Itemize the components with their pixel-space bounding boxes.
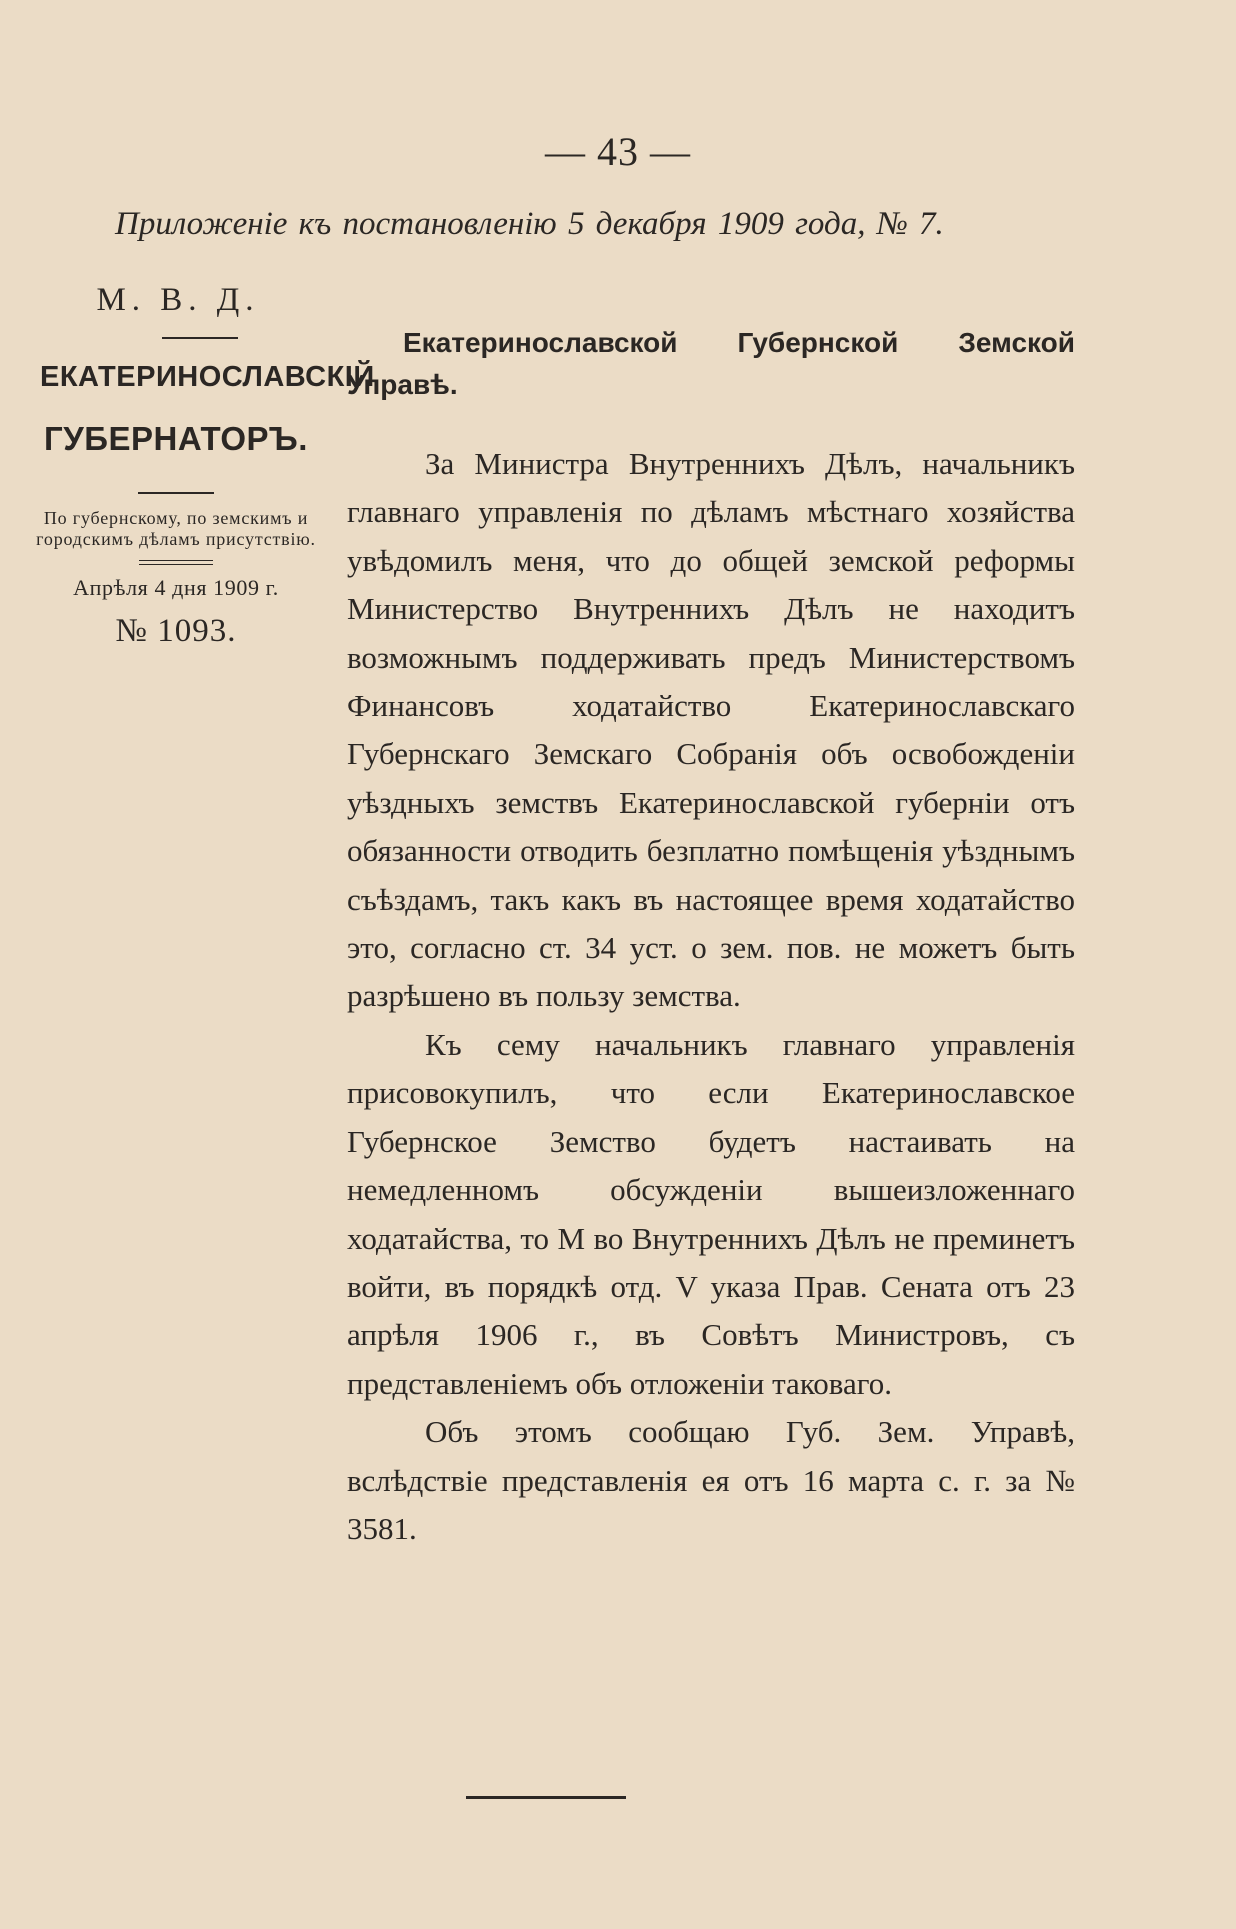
governor-title: ГУБЕРНАТОРЪ.: [44, 420, 308, 457]
closing-rule: [466, 1796, 626, 1799]
paragraph-1: За Министра Внутреннихъ Дѣлъ, начальникъ главнаго управленія по дѣламъ мѣстнаго хозяйства увѣдомилъ меня, что до общей земской реформы Министерство Внутреннихъ Дѣлъ не находитъ возможнымъ поддерживать предъ Министерствомъ Финансовъ ходатайство Екатеринославскаго Губернскаго Земскаго Собранія объ освобожденіи уѣздныхъ земствъ Екатеринославской губерніи отъ обязанности отводить безплатно помѣщенія уѣзднымъ съѣздамъ, такъ какъ въ настоящее время ходатайство это, согласно ст. 34 уст. о зем. пов. не можетъ быть разрѣшено въ пользу земства.: [347, 446, 1075, 1014]
divider: [138, 492, 214, 494]
paragraph-3: Объ этомъ сообщаю Губ. Зем. Управѣ, вслѣдствіе представленія ея отъ 16 марта с. г. за № 3581.: [347, 1414, 1075, 1546]
letter-date: Апрѣля 4 дня 1909 г.: [73, 575, 279, 600]
letter-text: [347, 440, 1075, 1553]
ministry-abbreviation: М. В. Д.: [96, 282, 260, 318]
paragraph-2: Къ сему начальникъ главнаго управленія присовокупилъ, что если Екатеринославское Губернское Земство будетъ настаивать на немедленномъ обсужденіи вышеизложеннаго ходатайства, то М во Внутреннихъ Дѣлъ не преминетъ войти, въ порядкѣ отд. V указа Прав. Сената отъ 23 апрѣля 1906 г., въ Совѣтъ Министровъ, съ представленіемъ объ отложеніи таковаго.: [347, 1026, 1075, 1401]
divider: [162, 337, 238, 339]
presence-office: По губернскому, по земскимъ и городскимъ дѣламъ присутствію.: [36, 508, 316, 549]
governor-name: ЕКАТЕРИНОСЛАВСКІЙ: [40, 361, 375, 393]
recipient: Екатеринославской Губернской Земской Управѣ.: [347, 327, 1075, 400]
page-number: — 43 —: [545, 129, 691, 174]
double-divider: [139, 560, 213, 565]
letter-number: № 1093.: [115, 613, 237, 649]
appendix-line: Приложеніе къ постановленію 5 декабря 1909 года, № 7.: [115, 206, 944, 242]
sender-block: [18, 282, 375, 650]
letter-body: [347, 322, 1075, 1553]
